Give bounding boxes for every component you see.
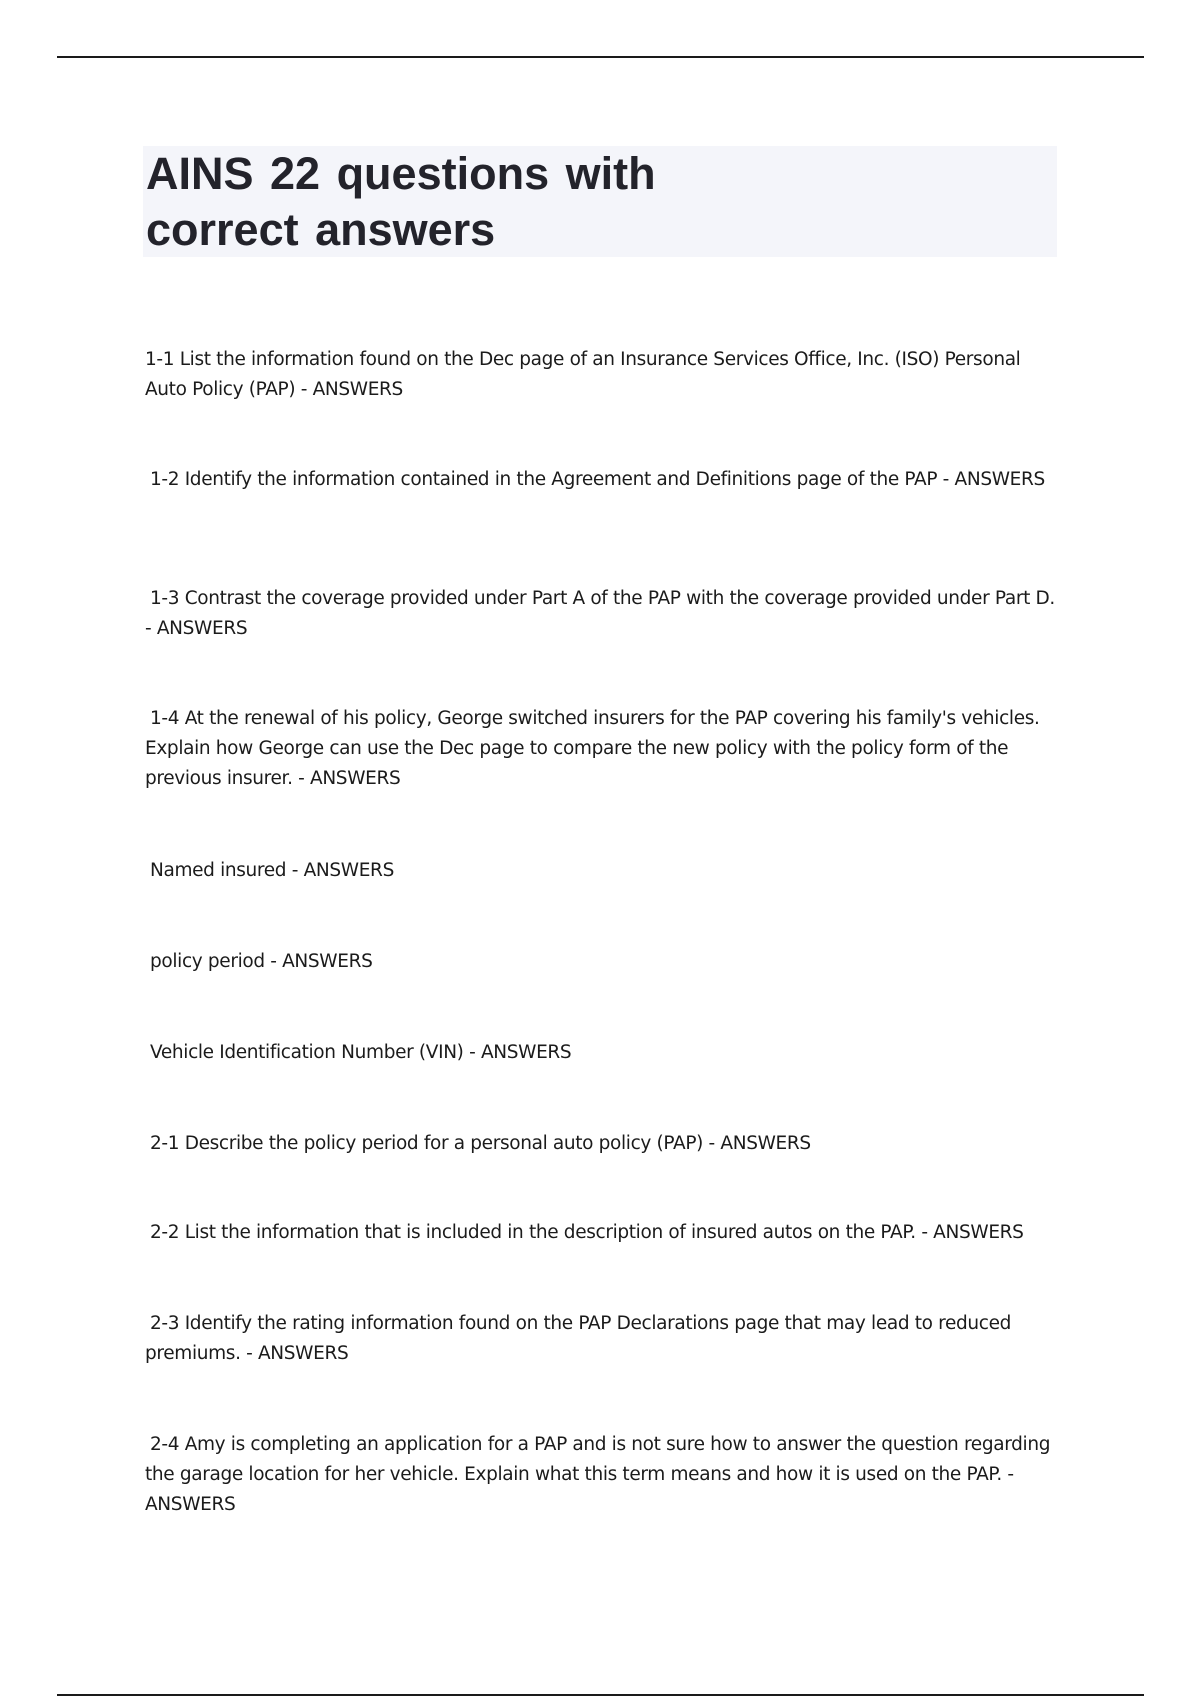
question-2-4: 2-4 Amy is completing an application for a PAP and is not sure how to answer the question regarding the garage location for her vehicle. Explain what this term means and how it is used on the PAP. - ANSWERS — [145, 1434, 1051, 1515]
question-2-3: 2-3 Identify the rating information found on the PAP Declarations page that may lead to reduced premiums. - ANSWERS — [145, 1313, 1012, 1364]
question-1-1: 1-1 List the information found on the Dec page of an Insurance Services Office, Inc. (ISO) Personal Auto Policy (PAP) - ANSWERS — [145, 349, 1021, 400]
bottom-rule — [57, 1694, 1144, 1696]
top-rule — [57, 56, 1144, 58]
term-vin: Vehicle Identification Number (VIN) - ANSWERS — [150, 1042, 572, 1063]
document-title: AINS 22 questions with correct answers — [146, 148, 656, 255]
term-named-insured: Named insured - ANSWERS — [150, 860, 394, 881]
question-1-4: 1-4 At the renewal of his policy, George switched insurers for the PAP covering his family's vehicles. Explain how George can use the Dec page to compare the new policy with the policy form of the previous insurer. - ANSWERS — [145, 708, 1040, 789]
question-2-1: 2-1 Describe the policy period for a personal auto policy (PAP) - ANSWERS — [150, 1133, 811, 1154]
question-1-3: 1-3 Contrast the coverage provided under Part A of the PAP with the coverage provided under Part D. - ANSWERS — [145, 588, 1055, 639]
question-2-2: 2-2 List the information that is included in the description of insured autos on the PAP. - ANSWERS — [150, 1222, 1024, 1243]
term-policy-period: policy period - ANSWERS — [150, 951, 373, 972]
question-1-2: 1-2 Identify the information contained in the Agreement and Definitions page of the PAP - ANSWERS — [150, 469, 1045, 490]
